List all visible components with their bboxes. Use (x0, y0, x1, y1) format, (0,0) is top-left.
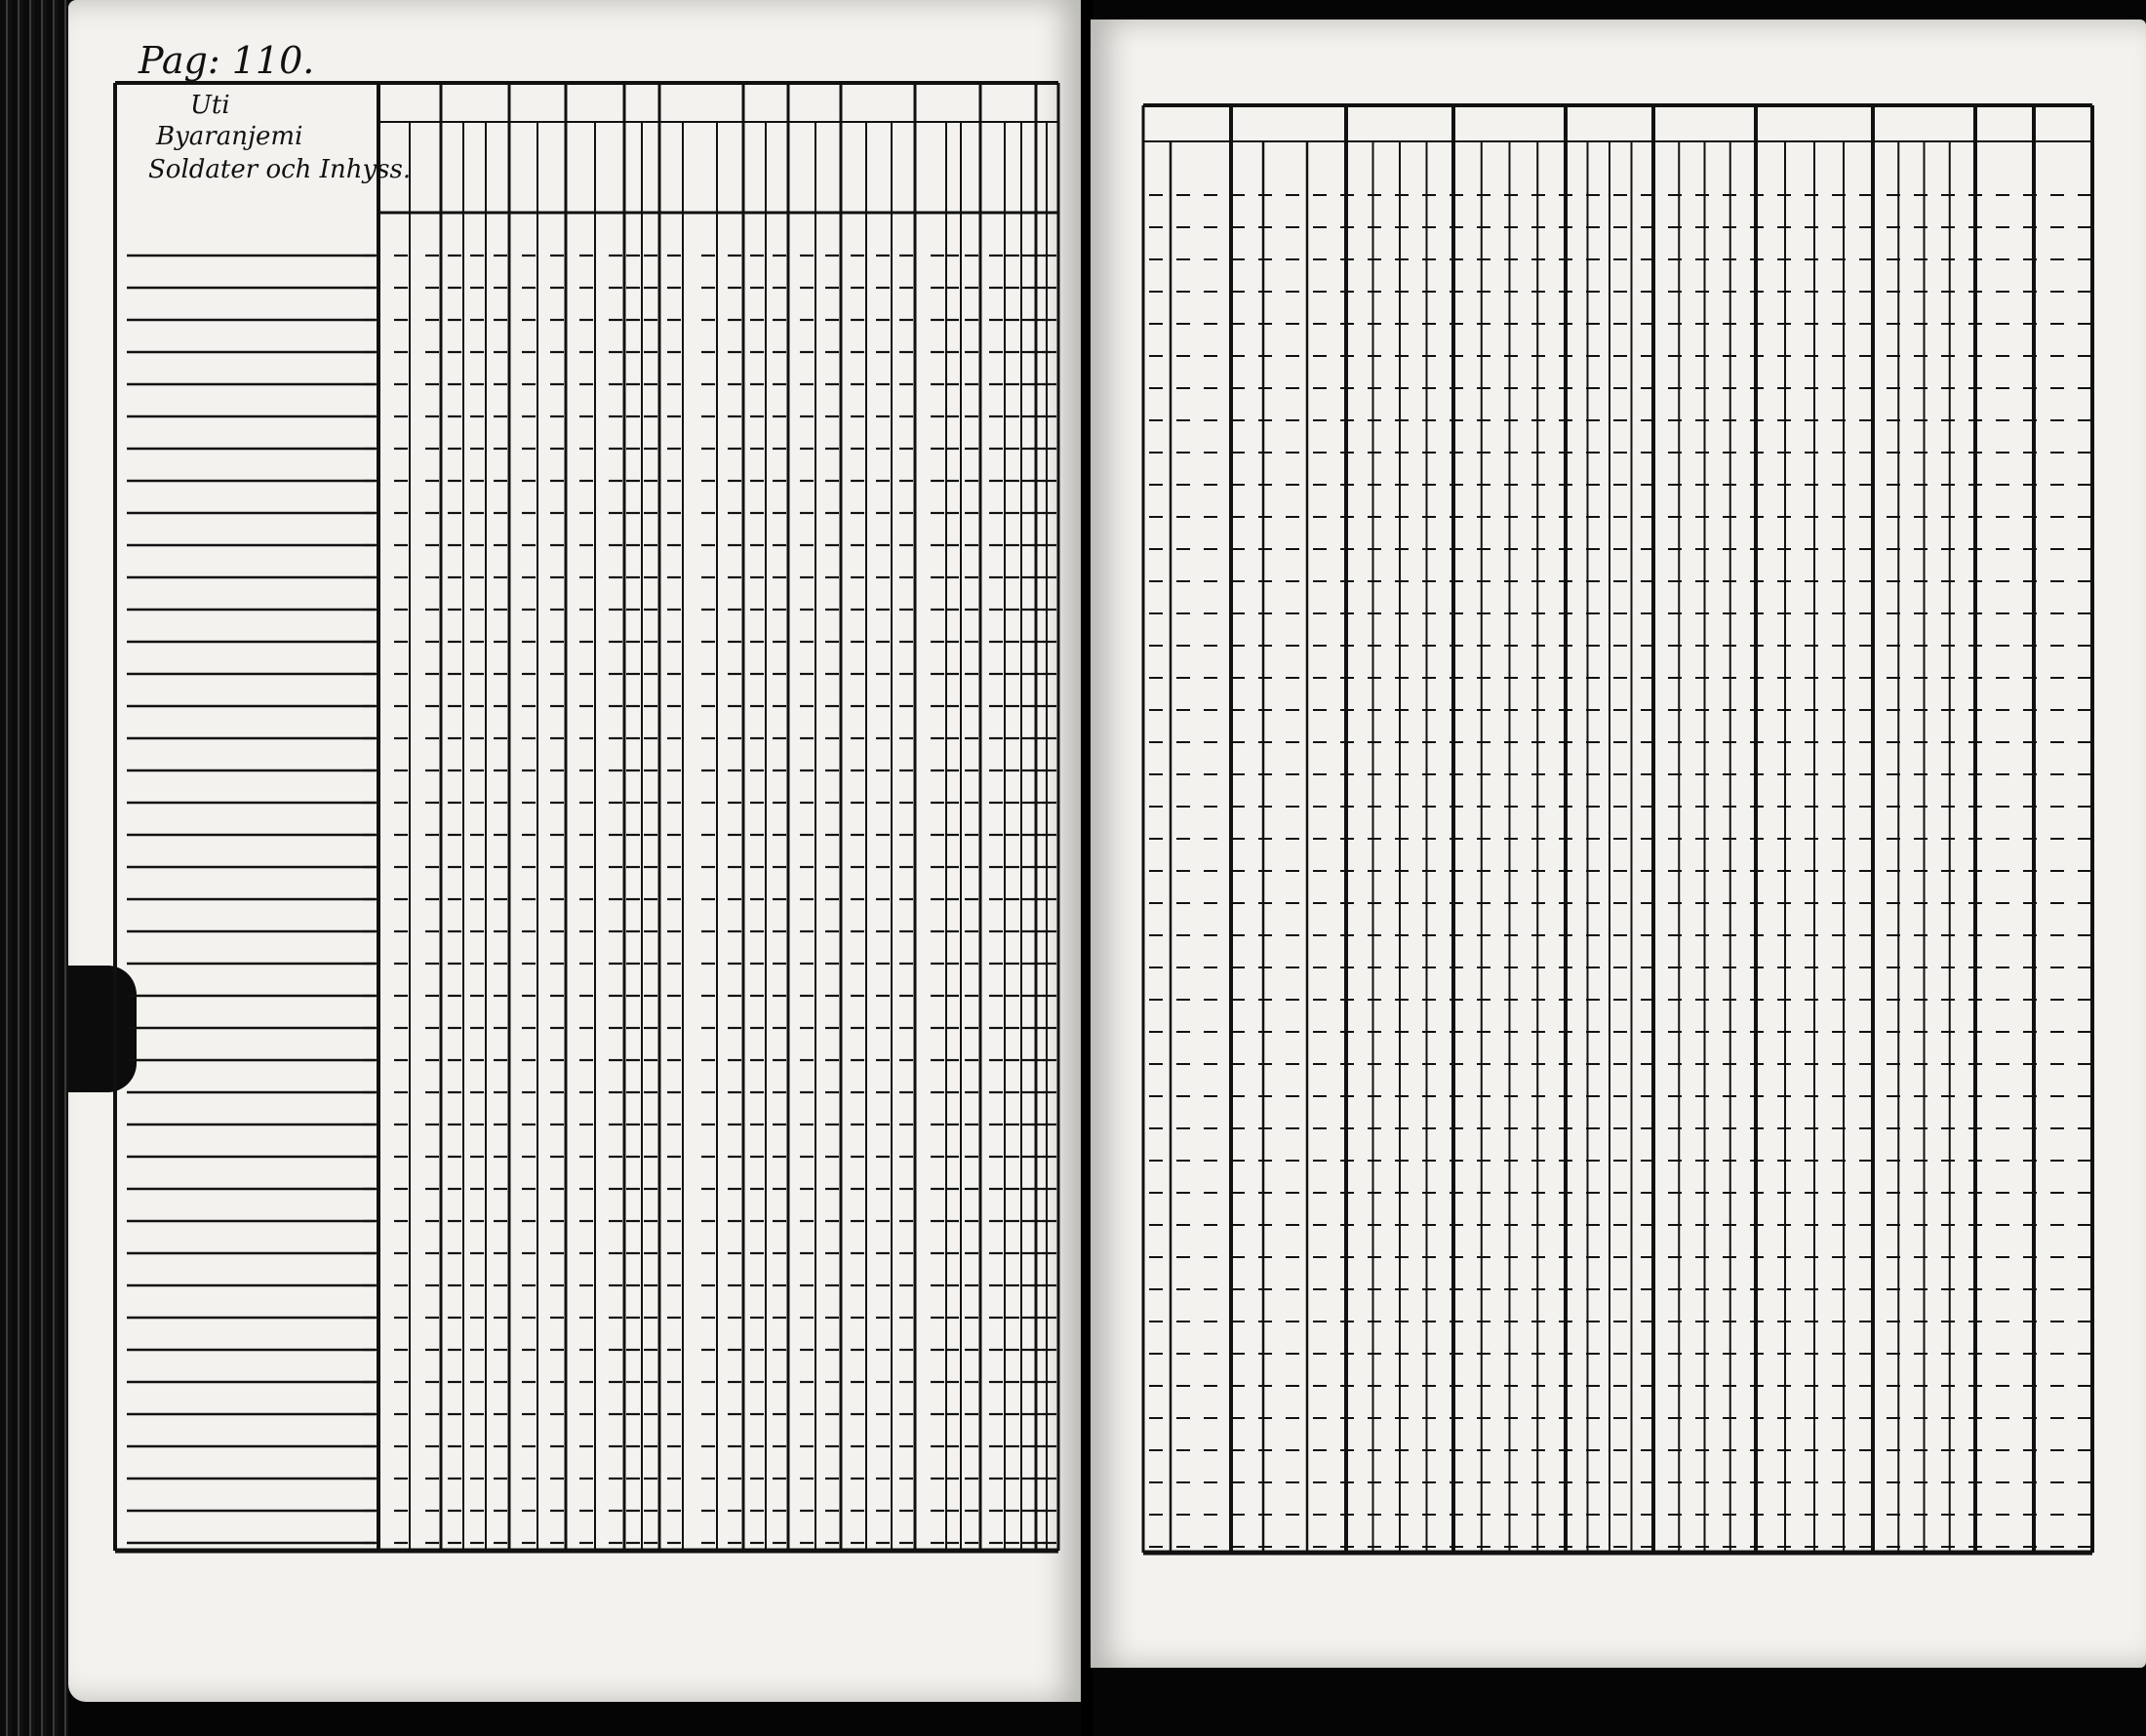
title-line-2: Byaranjemi (156, 122, 303, 151)
title-line-1: Uti (190, 91, 230, 120)
page-number: Pag: 110. (139, 39, 315, 82)
title-line-3: Soldater och Inhyss. (148, 155, 412, 184)
